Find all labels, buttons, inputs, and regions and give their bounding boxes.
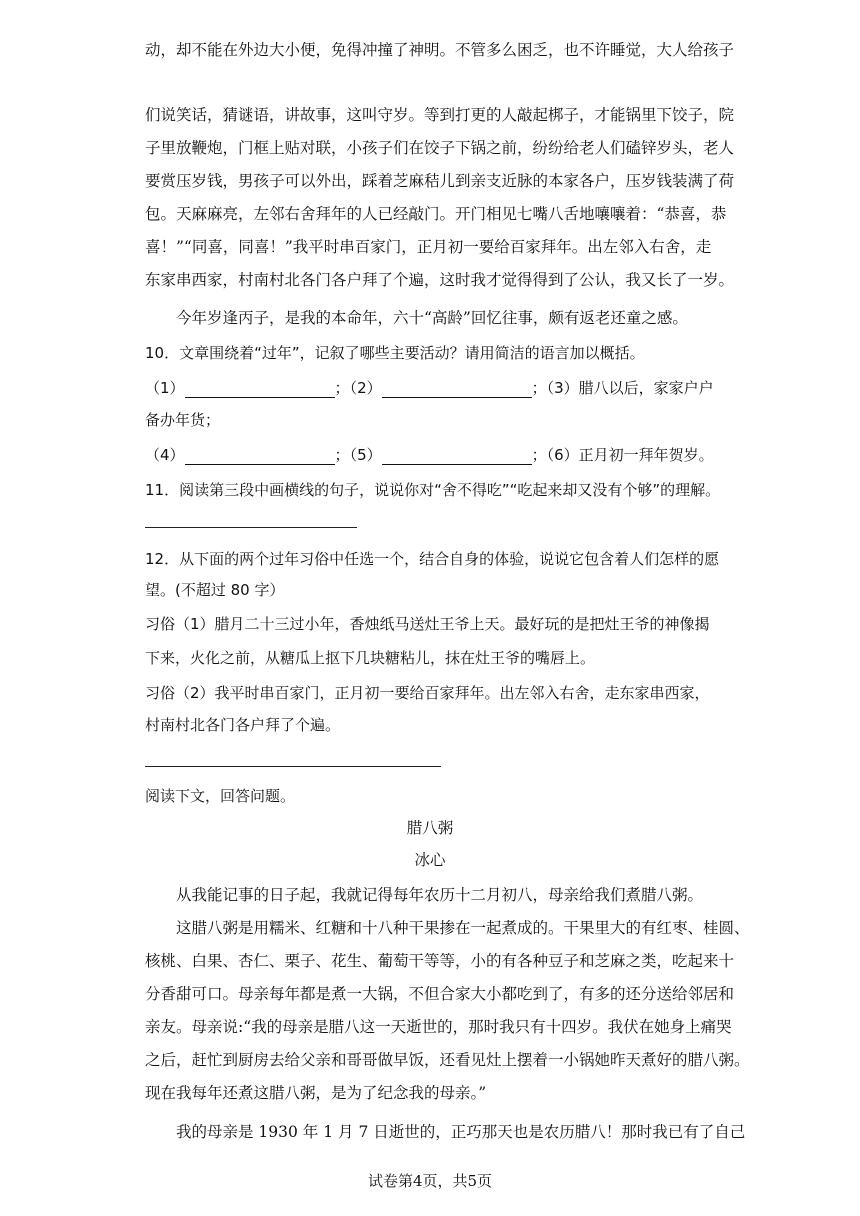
question-10-row1b: 备办年货； [145, 411, 221, 429]
passage-line: 今年岁逢丙子，是我的本命年，六十“高龄”回忆往事，颇有返老还童之感。 [176, 309, 688, 327]
article-para: 我的母亲是 1930 年 1 月 7 日逝世的，正巧那天也是农历腊八！那时我已有了自己 [176, 1123, 746, 1141]
article-author: 冰心 [414, 851, 446, 869]
question-12-stem-line2: 望。(不超过 80 字） [145, 581, 285, 599]
custom-1-line2: 下来，火化之前，从糖瓜上抠下几块糖粘儿，抹在灶王爷的嘴唇上。 [145, 649, 596, 667]
separator: ； [334, 379, 350, 397]
passage-line: 动，却不能在外边大小便，免得冲撞了神明。不管多么困乏，也不许睡觉，大人给孩子 [145, 41, 735, 59]
item-label: （4） [145, 446, 185, 464]
article-para: 亲友。母亲说:“我的母亲是腊八这一天逝世的，那时我只有十四岁。我伏在她身上痛哭 [145, 1018, 732, 1036]
article-para: 这腊八粥是用糯米、红糖和十八种干果掺在一起煮成的。干果里大的有红枣、桂圆、 [176, 919, 750, 937]
question-11-stem: 11．阅读第三段中画横线的句子，说说你对“舍不得吃”“吃起来却又没有个够”的理解。 [145, 481, 721, 499]
separator: ； [531, 446, 547, 464]
item-label: （3）腊八以后，家家户户 [546, 379, 714, 397]
item-label: （5） [349, 446, 382, 464]
answer-blank-5[interactable] [382, 448, 532, 465]
custom-2-line1: 习俗（2）我平时串百家门，正月初一要给百家拜年。出左邻入右舍，走东家串西家， [145, 684, 710, 702]
article-para: 核桃、白果、杏仁、栗子、花生、葡萄干等等，小的有各种豆子和芝麻之类，吃起来十 [145, 952, 735, 970]
page-footer: 试卷第4页，共5页 [367, 1172, 493, 1190]
separator: ； [334, 446, 350, 464]
passage-line: 要赏压岁钱，男孩子可以外出，踩着芝麻秸儿到亲支近脉的本家各户，压岁钱装满了荷 [145, 172, 735, 190]
passage-line: 东家串西家，村南村北各门各户拜了个遍，这时我才觉得得到了公认，我又长了一岁。 [145, 271, 735, 289]
item-label: （2） [349, 379, 382, 397]
article-para: 之后，赶忙到厨房去给父亲和哥哥做早饭，还看见灶上摆着一小锅她昨天煮好的腊八粥。 [145, 1051, 750, 1069]
answer-line-11[interactable] [145, 527, 357, 528]
item-label: （1） [145, 379, 185, 397]
custom-1-line1: 习俗（1）腊月二十三过小年，香烛纸马送灶王爷上天。最好玩的是把灶王爷的神像揭 [145, 615, 710, 633]
question-12-stem-line1: 12．从下面的两个过年习俗中任选一个，结合自身的体验，说说它包含着人们怎样的愿 [145, 550, 720, 568]
answer-line-12[interactable] [145, 766, 441, 767]
article-title: 腊八粥 [406, 819, 454, 837]
answer-blank-4[interactable] [185, 448, 335, 465]
question-10-stem: 10．文章围绕着“过年”，记叙了哪些主要活动？请用简洁的语言加以概括。 [145, 344, 645, 362]
question-10-row2 [145, 445, 714, 465]
article-para: 现在我每年还煮这腊八粥，是为了纪念我的母亲。” [145, 1084, 487, 1102]
answer-blank-1[interactable] [185, 381, 335, 398]
separator: ； [531, 379, 547, 397]
article-para: 分香甜可口。母亲每年都是煮一大锅，不但合家大小都吃到了，有多的还分送给邻居和 [145, 985, 735, 1003]
passage-line: 喜！”“同喜，同喜！”我平时串百家门，正月初一要给百家拜年。出左邻入右舍，走 [145, 238, 712, 256]
passage-line: 们说笑话，猜谜语，讲故事，这叫守岁。等到打更的人敲起梆子，才能锅里下饺子，院 [145, 106, 735, 124]
answer-blank-2[interactable] [382, 381, 532, 398]
question-10-row1 [145, 378, 714, 398]
passage-line: 包。天麻麻亮，左邻右舍拜年的人已经敲门。开门相见七嘴八舌地嚷嚷着：“恭喜，恭 [145, 205, 727, 223]
item-label: （6）正月初一拜年贺岁。 [546, 446, 714, 464]
reading-instruction: 阅读下文，回答问题。 [145, 787, 296, 805]
passage-line: 子里放鞭炮，门框上贴对联，小孩子们在饺子下锅之前，纷纷给老人们磕锌岁头，老人 [145, 139, 735, 157]
article-para: 从我能记事的日子起，我就记得每年农历十二月初八，母亲给我们煮腊八粥。 [176, 886, 704, 904]
custom-2-line2: 村南村北各门各户拜了个遍。 [145, 716, 341, 734]
